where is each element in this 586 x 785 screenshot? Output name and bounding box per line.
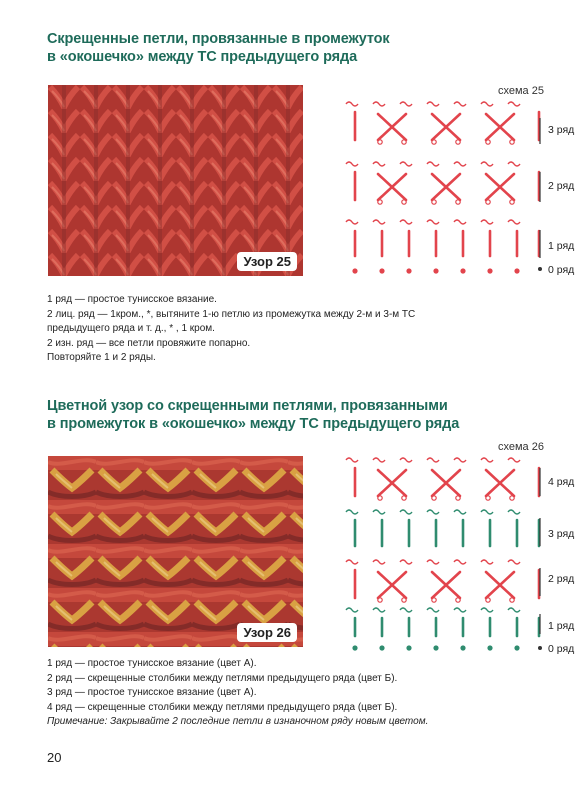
schema25-row3-label: 3 ряд [548, 124, 575, 136]
knit-texture-26 [48, 456, 303, 647]
section1-title [47, 30, 390, 66]
schema25-row-brackets [536, 118, 546, 288]
section2-note: Примечание: Закрывайте 2 последние петли в изнаночном ряду новым цветом. [47, 716, 429, 727]
section2-title [47, 397, 459, 433]
instruction-line: предыдущего ряда и т. д., * , 1 кром. [47, 323, 215, 334]
schema25-row2-label: 2 ряд [548, 180, 575, 192]
instruction-line: 2 изн. ряд — все петли провяжите попарно. [47, 337, 251, 349]
section1-instructions [47, 293, 415, 366]
schema26-row-brackets [536, 468, 546, 658]
pattern25-label: Узор 25 [237, 252, 297, 271]
instruction-line: 1 ряд — простое тунисское вязание. [47, 294, 217, 305]
schema26-row3-label: 3 ряд [548, 528, 575, 540]
schema25-row0-label: 0 ряд [548, 264, 575, 276]
instruction-line: Повторяйте 1 и 2 ряды. [47, 352, 156, 363]
schema26-row2-label: 2 ряд [548, 573, 575, 585]
page-number: 20 [47, 750, 62, 765]
schema26-row4-label: 4 ряд [548, 476, 575, 488]
schema25-title: схема 25 [498, 85, 544, 97]
pattern26-photo [48, 456, 303, 647]
pattern26-label: Узор 26 [237, 623, 297, 642]
section2-title-line1: Цветной узор со скрещенными петлями, провязанными [47, 398, 448, 414]
instruction-line: 1 ряд — простое тунисское вязание (цвет А). [47, 658, 257, 669]
schema26-title: схема 26 [498, 441, 544, 453]
instruction-line: 2 лиц. ряд — 1кром., *, вытяните 1-ю петлю из промежутка между 2-м и 3-м ТС [47, 308, 416, 320]
instruction-line: 4 ряд — скрещенные столбики между петлями предыдущего ряда (цвет Б). [47, 701, 398, 713]
knit-texture-25 [48, 85, 303, 276]
section1-title-line1: Скрещенные петли, провязанные в промежуток [47, 31, 390, 47]
section1-title-line2: в «окошечко» между ТС предыдущего ряда [47, 49, 358, 65]
instruction-line: 2 ряд — скрещенные столбики между петлями предыдущего ряда (цвет Б). [47, 672, 398, 684]
instruction-line: 3 ряд — простое тунисское вязание (цвет А). [47, 687, 257, 698]
section2-title-line2: в промежуток в «окошечко» между ТС предыдущего ряда [47, 416, 460, 432]
schema26-diagram [340, 452, 540, 652]
section2-instructions [47, 657, 428, 730]
schema26-row0-label: 0 ряд [548, 643, 575, 655]
schema26-row1-label: 1 ряд [548, 620, 575, 632]
schema25-row1-label: 1 ряд [548, 240, 575, 252]
pattern25-photo [48, 85, 303, 276]
schema25-diagram [340, 98, 540, 283]
